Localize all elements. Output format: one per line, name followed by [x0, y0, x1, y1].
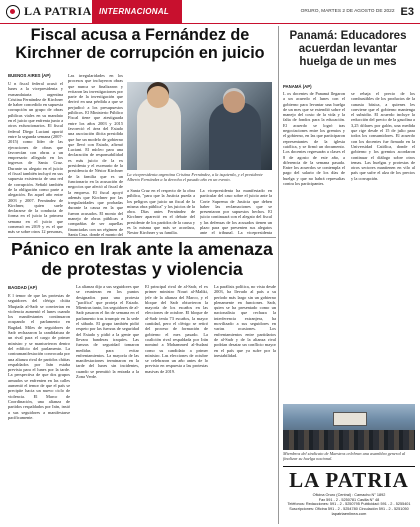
- article1-col2: [68, 73, 123, 236]
- article1-col2-text: Las irregularidades en los procesos que incluyeron obras que nunca se finalizaron y evitaron las investigaciones por parte de la investigación que derivó en una pérdida a que se perjudicó a los presupuestos públicos. El Ministerio Público Fiscal tiene que atestiguada entre los años 2003 y 2015 favoreció el área del Estado una asociación ilícita presidida que fue un modelo de gobierno que llevó con Estado, afirmó Luciani. El núcleo para una declaración de responsabilidad es más juicio de la ex presidenta y el escenario de la presidencia de Néstor Kirchner de la familia que es un funcionario en la acusación de negocios que afectó al fiscal de la empresa. El fiscal apoyó además que Kirchner por las irregularidades que probadas durante la causa en la que fueron acusados. El monto del manejo de obras públicas a compañías de ser aquellas financiadas con un régimen de Santa Cruz, donde el monto del: [68, 73, 123, 236]
- article1-col1-text: U n fiscal federal acusó el lunes a la vicepresidenta y exmandataria argentina Cristina Fernández de Kirchner de haber concedido en supuesta corrupción un grupo de obras públicas viales en su mandato en el juicio que enfrenta junto a otros exfuncionarios. El fiscal federal Diego Luciani aportó entre la segunda semana (2007-2015) como líder de las ejecuciones de obras que favorecían con obras a un empresario allegado en los ingresos de Santa Cruz. Durante su alegato en el juicio el fiscal también incluyó en sus supuesta existencia de una red de corrupción. Señaló también de la obligación como parte a alegación. En aquel año entre 2003 y 2007. Fernández de Kirchner, quien suele declararse de la conducta de forma en el juicio la primera semana en el juicio que comenzó en 2019 y es el que más se sobre otros 12 personas,: [8, 81, 63, 235]
- masthead-subscriptions: Suscripciones: Oficina 591 - 2 - 5254780 Circulación 591 - 2 - 5251050: [289, 506, 409, 511]
- logo[interactable]: [0, 4, 92, 19]
- article-divider: [8, 237, 276, 238]
- top-bar: [0, 0, 420, 24]
- article1-col4: [200, 188, 272, 236]
- article1-col1: [8, 81, 63, 236]
- sidebar-photo: [283, 404, 415, 450]
- protest-sign: [333, 412, 367, 426]
- sidebar-colA: [283, 91, 345, 401]
- masthead-title: LA PATRIA: [289, 468, 409, 492]
- masthead-phones: Teléfonos: Redacciones: 591 - 2 - 5250795 Publicidad: 591 - 2 - 5255401: [287, 502, 411, 507]
- photo-figure-left-head: [147, 86, 169, 108]
- sidebar-colB: [351, 91, 415, 401]
- article2-col2: [76, 284, 139, 523]
- article2-col1-text: E l temor de que las protestas de seguidores del clérigo chiita Muqtada al-Sadr se conviertan en violencia aumentó el lunes cuando los manifestantes continuaron ocupando el parlamento en Bagdad. Miles de seguidores de Sadr rechazaron la candidatura de un rival para el cargo de primer ministro y se mantuvieron dentro del edificio del parlamento. La contramanifestación convocada por una alianza rival de partidos chiitas respaldados por Irán estaba prevista para el lunes por la tarde. La perspectiva de que dos grupos armados se enfrenten en las calles aumentó el temor de que el país se precipite hacia un nuevo ciclo de violencia. El Marco de Coordinación, una alianza de partidos respaldados por Irán, instó a sus seguidores a manifestarse pacíficamente.: [8, 293, 70, 420]
- column-divider: [278, 26, 279, 524]
- article1-headline: Fiscal acusa a Fernández de Kirchner de corrupción en juicio: [15, 26, 265, 62]
- masthead-fax: Fax 591 - 2 - 5250781 Casilla N° 48: [318, 497, 380, 502]
- sidebar-headline: Panamá: Educadores acuerdan levantar huelga de un mes: [289, 30, 407, 68]
- masthead: [283, 466, 415, 524]
- article1-caption: La vicepresidenta argentina Cristina Fernández, a la izquierda, y el presidente Alberto Fernández a la derecha el pasado año en un evento.: [127, 172, 263, 183]
- article1-col3: [127, 188, 195, 236]
- article1-col3-text: a Santa Cruz en el respecto de la obra pública, "para que la Justicia pueda a los peligros que juicio un fiscal de la misma obra pública" y los juicios de la obra. Días antes Fernández de Kirchner apareció en el debate del presidente de los partidos de la causa y es la misma que más se acordara, Nestor Kirchner y su familia.: [127, 188, 195, 236]
- photo-figure-right-head: [223, 91, 245, 113]
- article2-byline: BAGDAD (AP): [8, 285, 37, 290]
- article2-col2-text: La alianza dijo a sus seguidores que se reunieran en los puntos designados para una protesta "pacífica" que proteja el Estado. Mientras tanto, los seguidores de al-Sadr pasaron el fin de semana en el parlamento tras irrumpir en la sede el sábado. El grupo también pidió respeto por las fuerzas de seguridad del Estado y pidió a la gente que llevara banderas iraquíes. Las fuerzas de seguridad tomaron medidas para evitar enfrentamientos. La mayoría de las manifestaciones terminaron en la tarde del lunes sin incidentes, cuando se permitió la entrada a la Zona Verde.: [76, 284, 139, 380]
- article2-col4-text: La parálisis política, no vista desde 2003, ha llevado al país a su período más largo sin un gobierno plenamente en funciones. Sadr, quien se ha presentado como un nacionalista que rechaza la interferencia extranjera, ha movilizado a sus seguidores en varias ocasiones. Los enfrentamientos entre partidarios de al-Sadr y de la alianza rival podrían desatar un conflicto mayor en el país que ya sufre por la inestabilidad.: [214, 284, 276, 358]
- sidebar-byline: PANAMÁ (AP): [283, 84, 312, 89]
- article2-col3: [145, 284, 208, 523]
- dateline: ORURO, MARTES 2 DE AGOSTO DE 2022: [300, 9, 395, 14]
- masthead-address: Oficina Oruro (Central) : Camacho N° 1892: [312, 493, 386, 497]
- sidebar-caption: Miembros del sindicato de Maestros celebran una asamblea general al finalizar su huelga nacional.: [283, 451, 406, 462]
- article1-col4-text: La vicepresidenta ha manifestado en particular del caso sobre el juicio ante la Corte Suprema de Justicia que deben haber las reclamaciones que se presentaron por supuestos hechos. El juicio continuará con el alegato del fiscal y las defensas de los acusados tienen un plazo para que presenten sus alegatos ante el tribunal. La vicepresidenta: [200, 188, 272, 236]
- article2-col3-text: El principal rival de al-Sadr, el ex primer ministro Nouri al-Maliki, jefe de la alianza del Marco, y el bloque del Sadr obtuvieron la mayoría de los escaños en las elecciones de octubre. El bloque de al-Sadr tenía 73 escaños, la mayor cantidad, pero el clérigo se retiró del proceso de formación de gobierno el mes pasado. La coalición rival respaldada por Irán nominó a Mohammed al-Sudani como su candidato a primer ministro. Las elecciones de octubre se celebraron un año antes de lo previsto en respuesta a las protestas masivas de 2019.: [145, 284, 208, 374]
- logo-emblem-icon: [6, 5, 20, 19]
- article1-photo: [127, 82, 272, 170]
- crowd: [283, 430, 415, 450]
- article2-col4: [214, 284, 276, 523]
- page-number: E3: [400, 5, 414, 18]
- section-label: INTERNACIONAL: [92, 0, 182, 24]
- sidebar-colA-text: L os docentes de Panamá llegaron a un acuerdo el lunes con el gobierno para levantar una huelga de un mes que se extendió sobre el manejo del costo de la vida y la falta de fondos para la educación. El acuerdo se logró tras negociaciones entre los gremios y el gobierno, en las que participaron representantes de la iglesia católica, y se firmó un documento. Los docentes regresarán a clases el 8 de agosto de este año, a diferencia de la semana pasada. Entre los acuerdos se contempla el pago del salario de los días de huelga y que no habrá represalias contra los participantes.: [283, 91, 345, 187]
- article2-headline: Pánico en Irak ante la amenaza de protestas y violencia: [11, 239, 273, 279]
- sidebar-colB-text: se rebaja el precio de los combustibles de los productos de la canasta básica, a quienes les conviene que el gobierno mantenga el subsidio. El acuerdo incluye la reducción del precio de la gasolina a 3,25 dólares por galón, una medida que rige desde el 15 de julio para todos los consumidores. El acuerdo con los docentes fue firmado en la Universidad Católica, donde el gobierno y los gremios acordaron continuar el diálogo sobre otros temas. Las huelgas y protestas de otros sectores mantienen en vilo al país que sufre el alza de los precios y la corrupción.: [351, 91, 415, 181]
- article2-col1: [8, 293, 70, 523]
- masthead-website[interactable]: lapatriaenlinea.com: [331, 511, 367, 517]
- article1-byline: BUENOS AIRES (AP): [8, 73, 51, 78]
- logo-text: LA PATRIA: [24, 4, 92, 18]
